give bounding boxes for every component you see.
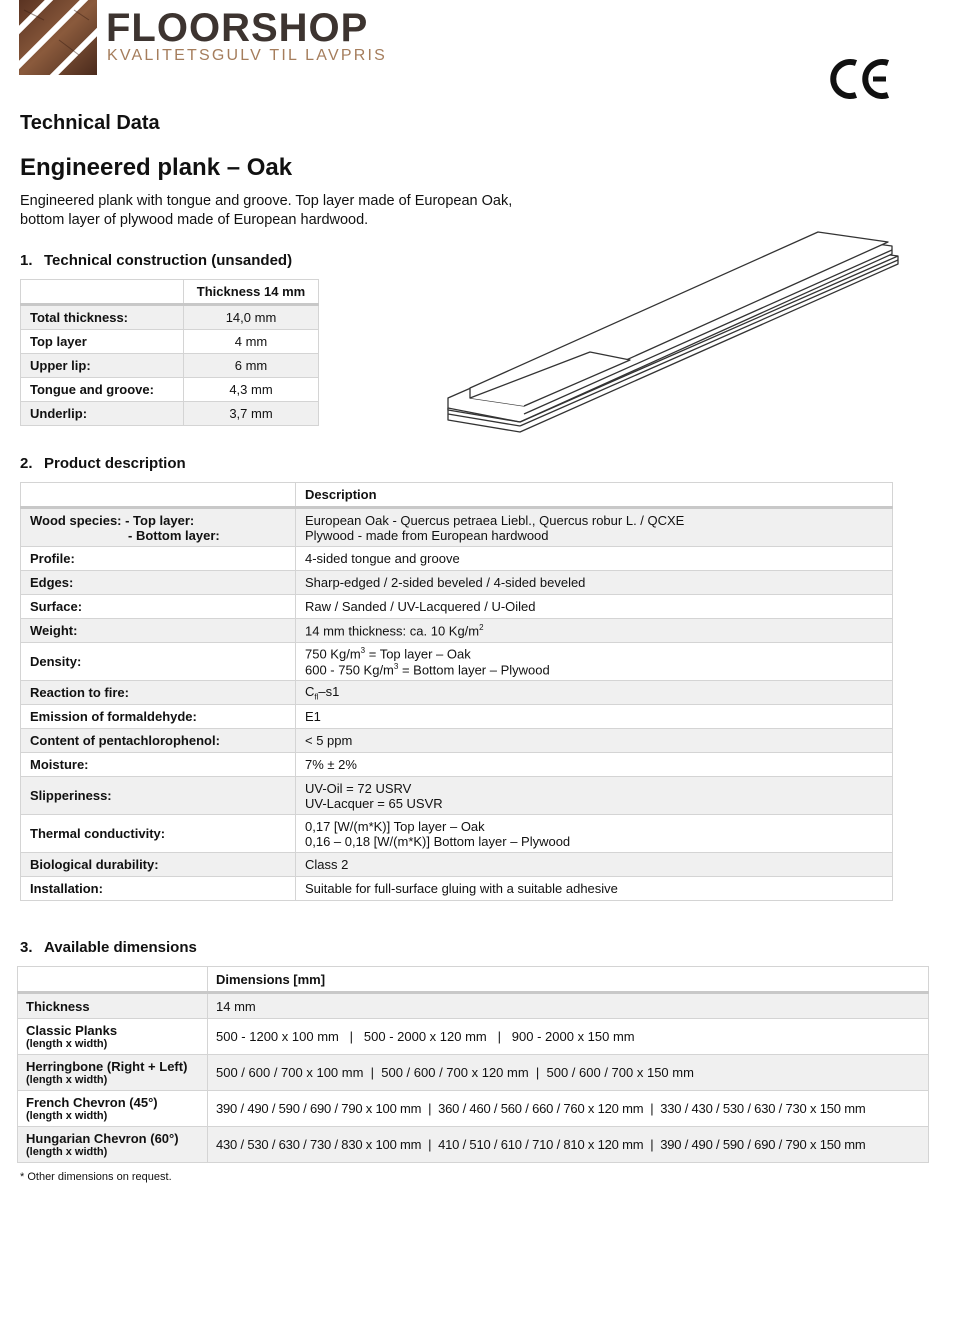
row-label: Emission of formaldehyde: — [21, 705, 296, 729]
row-label: Total thickness: — [21, 305, 184, 330]
section3-heading — [20, 939, 197, 956]
table-row — [21, 305, 319, 330]
table-header-row — [21, 483, 893, 508]
row-value — [296, 681, 893, 705]
row-value: 430 / 530 / 630 / 730 / 830 x 100 mm | 410 / 510 / 610 / 710 / 810 x 120 mm | 390 / 490 / 590 / 690 / 790 x 150 mm — [208, 1127, 929, 1163]
table-header-empty — [21, 483, 296, 508]
table-row — [21, 681, 893, 705]
section-number: 3. — [20, 939, 33, 956]
row-label: Moisture: — [21, 753, 296, 777]
dimension-sub: (length x width) — [26, 1038, 108, 1050]
row-label: Tongue and groove: — [21, 378, 184, 402]
table-header: Description — [296, 483, 893, 508]
dimension-type: Herringbone (Right + Left) — [26, 1059, 188, 1074]
row-label: Biological durability: — [21, 853, 296, 877]
table-row — [18, 993, 929, 1019]
row-label: Slipperiness: — [21, 777, 296, 815]
row-value: 390 / 490 / 590 / 690 / 790 x 100 mm | 360 / 460 / 560 / 660 / 760 x 120 mm | 330 / 430 / 530 / 630 / 730 x 150 mm — [208, 1091, 929, 1127]
table-row — [21, 378, 319, 402]
construction-table — [20, 279, 319, 426]
row-value: Raw / Sanded / UV-Lacquered / U-Oiled — [296, 595, 893, 619]
brand-tagline: KVALITETSGULV TIL LAVPRIS — [107, 47, 387, 64]
table-row — [21, 330, 319, 354]
page-title: Engineered plank – Oak — [20, 154, 293, 181]
section-number: 2. — [20, 455, 33, 472]
density-line — [305, 662, 883, 677]
table-header-row — [18, 967, 929, 993]
table-row — [21, 619, 893, 643]
row-label: Profile: — [21, 547, 296, 571]
density-line — [305, 646, 883, 661]
row-value: E1 — [296, 705, 893, 729]
section-heading: Technical Data — [20, 112, 160, 134]
intro-line: Engineered plank with tongue and groove. Top layer made of European Oak, — [20, 193, 513, 209]
dimension-sub: (length x width) — [26, 1146, 108, 1158]
row-label — [18, 1091, 208, 1127]
weight-sup: 2 — [479, 622, 484, 632]
row-label: Reaction to fire: — [21, 681, 296, 705]
fire-sub: fl — [314, 692, 319, 702]
brand-name: FLOORSHOP — [106, 6, 369, 50]
weight-value: 14 mm thickness: ca. 10 Kg/m — [305, 623, 480, 639]
row-value: Sharp-edged / 2-sided beveled / 4-sided beveled — [296, 571, 893, 595]
table-row — [21, 595, 893, 619]
table-row — [21, 753, 893, 777]
row-label — [18, 1055, 208, 1091]
table-row — [18, 1019, 929, 1055]
row-label: Upper lip: — [21, 354, 184, 378]
table-row — [18, 1127, 929, 1163]
row-label — [18, 1019, 208, 1055]
row-value: 14 mm — [208, 993, 929, 1019]
table-row — [21, 705, 893, 729]
row-value — [296, 619, 893, 643]
table-row — [21, 643, 893, 681]
row-value: 14,0 mm — [184, 305, 319, 330]
table-row — [21, 547, 893, 571]
intro-line: bottom layer of plywood made of European hardwood. — [20, 212, 369, 228]
section2-heading — [20, 455, 186, 472]
row-value: Suitable for full-surface gluing with a suitable adhesive — [296, 877, 893, 901]
row-value: 4-sided tongue and groove — [296, 547, 893, 571]
row-label — [18, 1127, 208, 1163]
row-value: 4 mm — [184, 330, 319, 354]
table-row — [21, 402, 319, 426]
table-row — [18, 1055, 929, 1091]
wood-bottom-label: - Bottom layer: — [128, 527, 220, 543]
floorshop-logo-mark — [19, 0, 97, 75]
row-value — [296, 643, 893, 681]
density-desc: = Top layer – Oak — [365, 646, 471, 662]
table-row — [21, 571, 893, 595]
row-label — [21, 508, 296, 547]
density-desc: = Bottom layer – Plywood — [398, 661, 550, 677]
product-description-table — [20, 482, 893, 901]
row-label: Weight: — [21, 619, 296, 643]
section1-heading — [20, 252, 292, 269]
row-label: Content of pentachlorophenol: — [21, 729, 296, 753]
row-value: 4,3 mm — [184, 378, 319, 402]
dimension-sub: (length x width) — [26, 1110, 108, 1122]
thermal-value: 0,16 – 0,18 [W/(m*K)] Bottom layer – Plywood — [305, 833, 571, 849]
table-row — [21, 354, 319, 378]
plank-illustration — [440, 228, 905, 438]
section-number: 1. — [20, 252, 33, 269]
row-label: Top layer — [21, 330, 184, 354]
wood-top-value: European Oak - Quercus petraea Liebl., Quercus robur L. / QCXE — [305, 512, 685, 528]
row-label: Installation: — [21, 877, 296, 901]
wood-bottom-value: Plywood - made from European hardwood — [305, 527, 549, 543]
slip-value: UV-Lacquer = 65 USVR — [305, 795, 443, 811]
row-label: Density: — [21, 643, 296, 681]
table-row — [21, 877, 893, 901]
table-header-empty — [21, 280, 184, 305]
row-value: 500 - 1200 x 100 mm | 500 - 2000 x 120 mm | 900 - 2000 x 150 mm — [208, 1019, 929, 1055]
dimension-type: Classic Planks — [26, 1023, 118, 1038]
row-value — [296, 508, 893, 547]
table-row — [18, 1091, 929, 1127]
density-sup: 3 — [393, 661, 399, 671]
table-row — [21, 815, 893, 853]
row-value: 3,7 mm — [184, 402, 319, 426]
row-value: 500 / 600 / 700 x 100 mm | 500 / 600 / 700 x 120 mm | 500 / 600 / 700 x 150 mm — [208, 1055, 929, 1091]
row-label: Surface: — [21, 595, 296, 619]
row-value — [296, 777, 893, 815]
density-value: 600 - 750 Kg/m — [305, 661, 394, 677]
table-row — [21, 853, 893, 877]
row-value — [296, 815, 893, 853]
wood-top-label: Wood species: - Top layer: — [30, 512, 195, 528]
density-value: 750 Kg/m — [305, 646, 361, 662]
table-row — [21, 777, 893, 815]
dimensions-table — [17, 966, 929, 1163]
fire-smoke: –s1 — [318, 683, 340, 699]
row-value: 7% ± 2% — [296, 753, 893, 777]
dimension-type: French Chevron (45°) — [26, 1095, 158, 1110]
fire-class: C — [305, 683, 315, 699]
row-label: Underlip: — [21, 402, 184, 426]
section-title: Product description — [44, 455, 186, 472]
thermal-value: 0,17 [W/(m*K)] Top layer – Oak — [305, 818, 485, 834]
row-value: < 5 ppm — [296, 729, 893, 753]
table-header: Thickness 14 mm — [184, 280, 319, 305]
product-intro — [20, 192, 540, 230]
row-label: Thickness — [18, 993, 208, 1019]
ce-mark-icon — [830, 57, 892, 101]
table-row — [21, 729, 893, 753]
density-sup: 3 — [360, 646, 366, 656]
footnote: * Other dimensions on request. — [20, 1171, 172, 1183]
table-row — [21, 508, 893, 547]
row-label: Thermal conductivity: — [21, 815, 296, 853]
dimension-sub: (length x width) — [26, 1074, 108, 1086]
dimension-type: Hungarian Chevron (60°) — [26, 1131, 179, 1146]
section-title: Available dimensions — [44, 939, 197, 956]
row-value: Class 2 — [296, 853, 893, 877]
slip-value: UV-Oil = 72 USRV — [305, 780, 412, 796]
table-header: Dimensions [mm] — [208, 967, 929, 993]
row-value: 6 mm — [184, 354, 319, 378]
table-header-empty — [18, 967, 208, 993]
section-title: Technical construction (unsanded) — [44, 252, 293, 269]
table-header-row — [21, 280, 319, 305]
row-label: Edges: — [21, 571, 296, 595]
